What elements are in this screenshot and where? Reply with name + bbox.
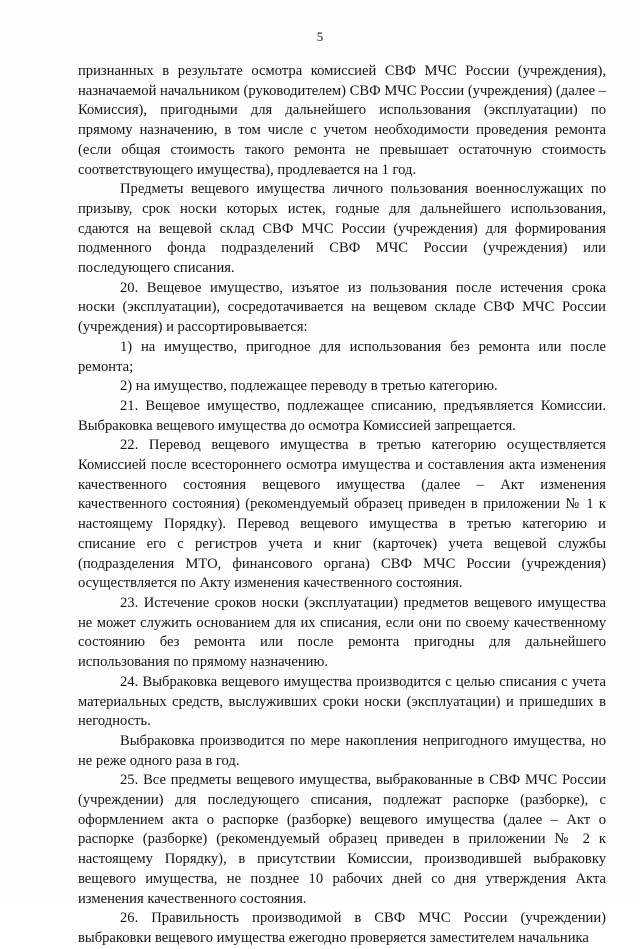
paragraph-25: 25. Все предметы вещевого имущества, выбракованные в СВФ МЧС России (учреждении) для последующего списания, подлежат распорке (разборке), с оформлением акта о распорке (разборке) вещевого имущества (далее – Акт о распорке (разборке) (рекомендуемый образец приведен в приложении № 2 к настоящему Порядку), в присутствии Комиссии, производившей выбраковку вещевого имущества, не позднее 10 рабочих дней со дня утверждения Акта изменения качественного состояния. — [78, 772, 606, 907]
paragraph-20: 20. Вещевое имущество, изъятое из пользования после истечения срока носки (эксплуатации), сосредотачивается на вещевом складе СВФ МЧС России (учреждения) и рассортировывается: — [78, 279, 606, 336]
paragraph-22: 22. Перевод вещевого имущества в третью категорию осуществляется Комиссией после всестороннего осмотра имущества и составления акта изменения качественного состояния вещевого имущества (далее – Акт изменения качественного состояния) (рекомендуемый образец приведен в приложении № 1 к настоящему Порядку). Перевод вещевого имущества в третью категорию и списание его с регистров учета и книг (карточек) учета вещевой службы (подразделения МТО, финансового органа) СВФ МЧС России (учреждения) осуществляется по Акту изменения качественного состояния. — [78, 437, 606, 592]
paragraph-21: 21. Вещевое имущество, подлежащее списанию, предъявляется Комиссии. Выбраковка вещевого имущества до осмотра Комиссией запрещается. — [78, 397, 606, 434]
paragraph-24-frequency: Выбраковка производится по мере накопления непригодного имущества, но не реже одного раза в год. — [78, 732, 606, 769]
paragraph-26: 26. Правильность производимой в СВФ МЧС России (учреждении) выбраковки вещевого имущества ежегодно проверяется заместителем начальника — [78, 910, 606, 946]
paragraph-conscript-items: Предметы вещевого имущества личного пользования военнослужащих по призыву, срок носки которых истек, годные для дальнейшего использования, сдаются на вещевой склад СВФ МЧС России (учреждения) для формирования подменного фонда подразделений СВФ МЧС России (учреждения) или последующего списания. — [78, 181, 606, 277]
paragraph-continuation: признанных в результате осмотра комиссией СВФ МЧС России (учреждения), назначаемой начальником (руководителем) СВФ МЧС России (учреждения) (далее – Комиссия), пригодными для дальнейшего использования (эксплуатации) по прямому назначению, в том числе с учетом необходимости проведения ремонта (если общая стоимость такого ремонта не превышает остаточную стоимость соответствующего имущества), продлевается на 1 год. — [78, 63, 606, 178]
document-body — [78, 62, 606, 949]
page-number: 5 — [316, 29, 324, 44]
paragraph-20-item-1: 1) на имущество, пригодное для использования без ремонта или после ремонта; — [78, 338, 606, 375]
paragraph-20-item-2: 2) на имущество, подлежащее переводу в третью категорию. — [120, 378, 498, 395]
paragraph-23: 23. Истечение сроков носки (эксплуатации) предметов вещевого имущества не может служить основанием для их списания, если они по своему качественному состоянию без ремонта или после ремонта пригодны для дальнейшего использования по прямому назначению. — [78, 594, 606, 671]
paragraph-24: 24. Выбраковка вещевого имущества производится с целью списания с учета материальных средств, выслуживших сроки носки (эксплуатации) и пришедших в негодность. — [78, 673, 606, 730]
